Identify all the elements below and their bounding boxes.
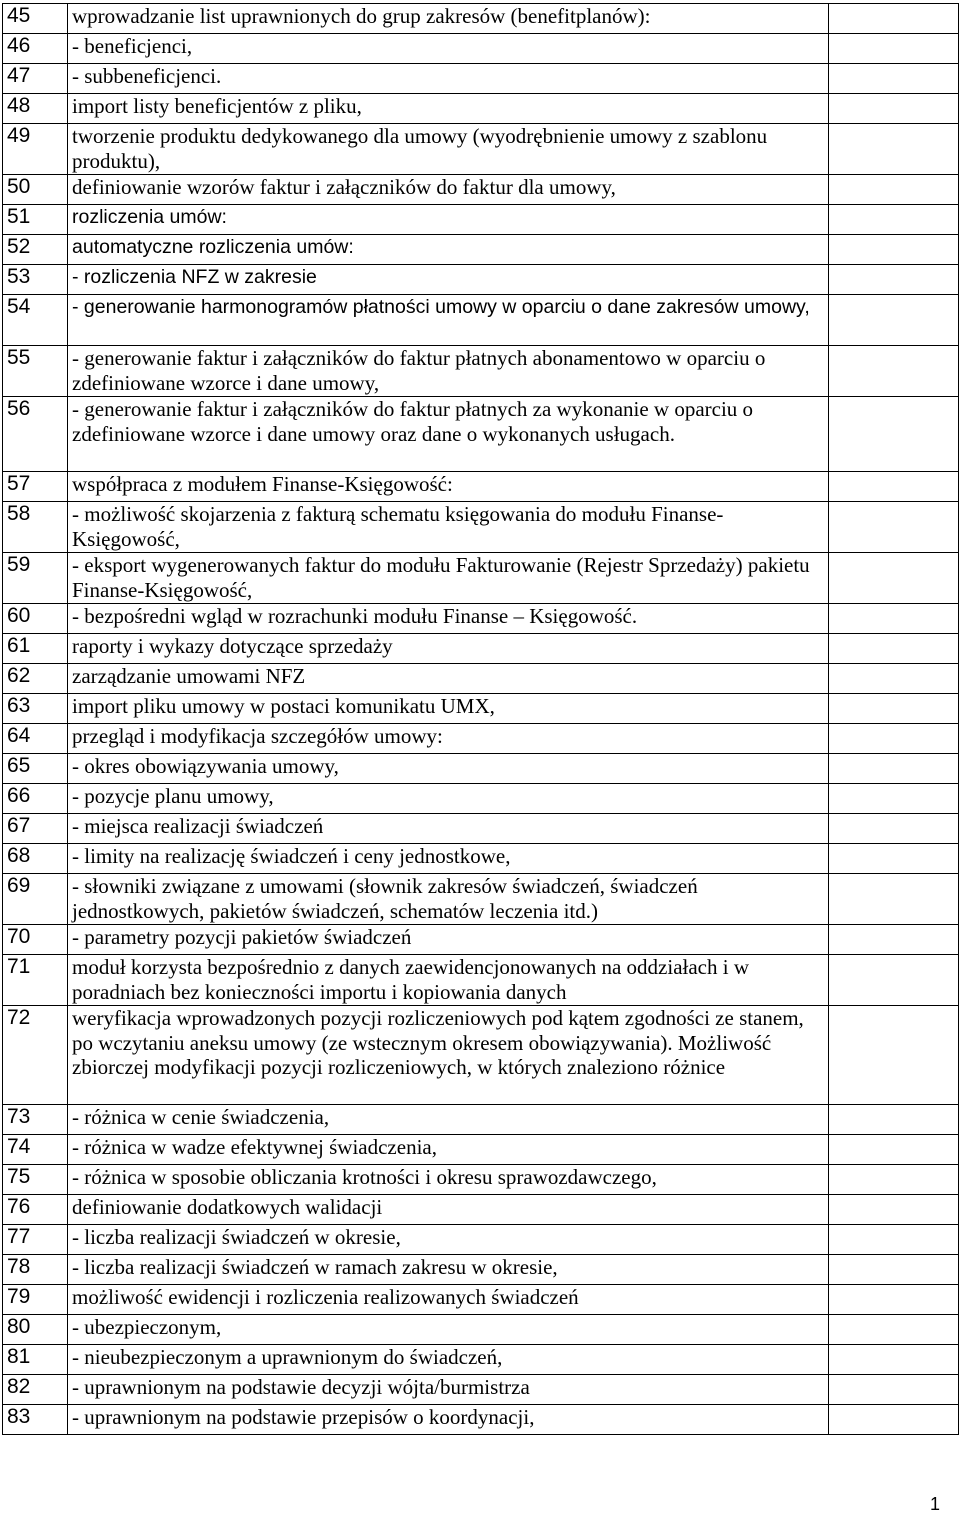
- empty-cell: [829, 1195, 959, 1225]
- table-row: [3, 604, 959, 634]
- row-number: 76: [3, 1195, 68, 1225]
- row-number: 69: [3, 874, 68, 925]
- table-row: [3, 553, 959, 604]
- row-description: definiowanie dodatkowych walidacji: [68, 1195, 829, 1225]
- table-row: [3, 1165, 959, 1195]
- table-row: [3, 955, 959, 1006]
- row-number: 70: [3, 925, 68, 955]
- row-number: 53: [3, 265, 68, 295]
- empty-cell: [829, 1345, 959, 1375]
- row-number: 58: [3, 502, 68, 553]
- empty-cell: [829, 814, 959, 844]
- row-description: - pozycje planu umowy,: [68, 784, 829, 814]
- row-number: 77: [3, 1225, 68, 1255]
- table-row: [3, 64, 959, 94]
- table-row: [3, 472, 959, 502]
- row-number: 71: [3, 955, 68, 1006]
- row-description: wprowadzanie list uprawnionych do grup zakresów (benefitplanów):: [68, 4, 829, 34]
- row-description: raporty i wykazy dotyczące sprzedaży: [68, 634, 829, 664]
- row-description: weryfikacja wprowadzonych pozycji rozliczeniowych pod kątem zgodności ze stanem, po wczytaniu aneksu umowy (ze wstecznym okresem obowiązywania). Możliwość zbiorczej modyfikacji pozycji rozliczeniowych, w których znaleziono różnice: [68, 1006, 829, 1105]
- row-number: 68: [3, 844, 68, 874]
- empty-cell: [829, 1165, 959, 1195]
- empty-cell: [829, 664, 959, 694]
- empty-cell: [829, 604, 959, 634]
- empty-cell: [829, 4, 959, 34]
- row-number: 74: [3, 1135, 68, 1165]
- table-row: [3, 1225, 959, 1255]
- empty-cell: [829, 925, 959, 955]
- row-description: zarządzanie umowami NFZ: [68, 664, 829, 694]
- row-number: 72: [3, 1006, 68, 1105]
- row-description: możliwość ewidencji i rozliczenia realizowanych świadczeń: [68, 1285, 829, 1315]
- table-row: [3, 94, 959, 124]
- row-description: - okres obowiązywania umowy,: [68, 754, 829, 784]
- empty-cell: [829, 1255, 959, 1285]
- table-row: [3, 175, 959, 205]
- table-row: [3, 265, 959, 295]
- row-number: 54: [3, 295, 68, 346]
- row-number: 83: [3, 1405, 68, 1435]
- empty-cell: [829, 235, 959, 265]
- row-description: - ubezpieczonym,: [68, 1315, 829, 1345]
- empty-cell: [829, 553, 959, 604]
- empty-cell: [829, 1225, 959, 1255]
- row-number: 57: [3, 472, 68, 502]
- row-description: - parametry pozycji pakietów świadczeń: [68, 925, 829, 955]
- row-number: 80: [3, 1315, 68, 1345]
- empty-cell: [829, 34, 959, 64]
- row-description: - uprawnionym na podstawie przepisów o koordynacji,: [68, 1405, 829, 1435]
- row-description: definiowanie wzorów faktur i załączników do faktur dla umowy,: [68, 175, 829, 205]
- row-number: 47: [3, 64, 68, 94]
- empty-cell: [829, 295, 959, 346]
- row-number: 73: [3, 1105, 68, 1135]
- row-description: - subbeneficjenci.: [68, 64, 829, 94]
- table-row: [3, 1315, 959, 1345]
- table-row: [3, 724, 959, 754]
- table-row: [3, 124, 959, 175]
- row-number: 46: [3, 34, 68, 64]
- empty-cell: [829, 64, 959, 94]
- row-description: - bezpośredni wgląd w rozrachunki modułu Finanse – Księgowość.: [68, 604, 829, 634]
- row-description: - generowanie faktur i załączników do faktur płatnych za wykonanie w oparciu o zdefiniowane wzorce i dane umowy oraz dane o wykonanych usługach.: [68, 397, 829, 472]
- row-number: 81: [3, 1345, 68, 1375]
- table-row: [3, 502, 959, 553]
- empty-cell: [829, 1135, 959, 1165]
- empty-cell: [829, 784, 959, 814]
- empty-cell: [829, 634, 959, 664]
- table-row: [3, 874, 959, 925]
- row-number: 79: [3, 1285, 68, 1315]
- empty-cell: [829, 844, 959, 874]
- row-number: 62: [3, 664, 68, 694]
- table-row: [3, 1105, 959, 1135]
- row-number: 75: [3, 1165, 68, 1195]
- empty-cell: [829, 1105, 959, 1135]
- row-description: - uprawnionym na podstawie decyzji wójta/burmistrza: [68, 1375, 829, 1405]
- row-description: tworzenie produktu dedykowanego dla umowy (wyodrębnienie umowy z szablonu produktu),: [68, 124, 829, 175]
- empty-cell: [829, 175, 959, 205]
- table-row: [3, 1255, 959, 1285]
- row-description: automatyczne rozliczenia umów:: [68, 235, 829, 265]
- empty-cell: [829, 955, 959, 1006]
- row-number: 56: [3, 397, 68, 472]
- row-description: przegląd i modyfikacja szczegółów umowy:: [68, 724, 829, 754]
- empty-cell: [829, 1405, 959, 1435]
- row-description: - generowanie faktur i załączników do faktur płatnych abonamentowo w oparciu o zdefiniowane wzorce i dane umowy,: [68, 346, 829, 397]
- empty-cell: [829, 346, 959, 397]
- row-description: import pliku umowy w postaci komunikatu UMX,: [68, 694, 829, 724]
- table-row: [3, 814, 959, 844]
- empty-cell: [829, 754, 959, 784]
- table-row: [3, 1285, 959, 1315]
- row-number: 65: [3, 754, 68, 784]
- row-description: - różnica w cenie świadczenia,: [68, 1105, 829, 1135]
- row-description: - limity na realizację świadczeń i ceny jednostkowe,: [68, 844, 829, 874]
- table-row: [3, 1195, 959, 1225]
- row-description: - słowniki związane z umowami (słownik zakresów świadczeń, świadczeń jednostkowych, pakietów świadczeń, schematów leczenia itd.): [68, 874, 829, 925]
- table-row: [3, 1375, 959, 1405]
- row-number: 59: [3, 553, 68, 604]
- table-row: [3, 925, 959, 955]
- row-description: - nieubezpieczonym a uprawnionym do świadczeń,: [68, 1345, 829, 1375]
- empty-cell: [829, 1375, 959, 1405]
- row-description: - beneficjenci,: [68, 34, 829, 64]
- row-description: - możliwość skojarzenia z fakturą schematu księgowania do modułu Finanse-Księgowość,: [68, 502, 829, 553]
- empty-cell: [829, 94, 959, 124]
- table-row: [3, 1006, 959, 1105]
- table-row: [3, 694, 959, 724]
- row-number: 50: [3, 175, 68, 205]
- table-row: [3, 784, 959, 814]
- empty-cell: [829, 1315, 959, 1345]
- row-number: 45: [3, 4, 68, 34]
- empty-cell: [829, 124, 959, 175]
- row-number: 64: [3, 724, 68, 754]
- table-row: [3, 295, 959, 346]
- empty-cell: [829, 265, 959, 295]
- empty-cell: [829, 694, 959, 724]
- empty-cell: [829, 1285, 959, 1315]
- table-row: [3, 34, 959, 64]
- table-row: [3, 397, 959, 472]
- empty-cell: [829, 724, 959, 754]
- row-description: rozliczenia umów:: [68, 205, 829, 235]
- table-row: [3, 235, 959, 265]
- empty-cell: [829, 397, 959, 472]
- row-number: 55: [3, 346, 68, 397]
- row-description: - eksport wygenerowanych faktur do modułu Fakturowanie (Rejestr Sprzedaży) pakietu Finanse-Księgowość,: [68, 553, 829, 604]
- row-description: - różnica w wadze efektywnej świadczenia,: [68, 1135, 829, 1165]
- table-row: [3, 844, 959, 874]
- requirements-table: [2, 3, 959, 1435]
- page-number: 1: [929, 1494, 940, 1514]
- table-row: [3, 205, 959, 235]
- table-row: [3, 1345, 959, 1375]
- empty-cell: [829, 874, 959, 925]
- table-row: [3, 664, 959, 694]
- row-description: - różnica w sposobie obliczania krotności i okresu sprawozdawczego,: [68, 1165, 829, 1195]
- row-description: - liczba realizacji świadczeń w okresie,: [68, 1225, 829, 1255]
- empty-cell: [829, 1006, 959, 1105]
- table-row: [3, 754, 959, 784]
- row-description: moduł korzysta bezpośrednio z danych zaewidencjonowanych na oddziałach i w poradniach bez konieczności importu i kopiowania danych: [68, 955, 829, 1006]
- table-row: [3, 1405, 959, 1435]
- row-description: współpraca z modułem Finanse-Księgowość:: [68, 472, 829, 502]
- row-number: 49: [3, 124, 68, 175]
- row-number: 78: [3, 1255, 68, 1285]
- table-row: [3, 634, 959, 664]
- row-description: - miejsca realizacji świadczeń: [68, 814, 829, 844]
- row-number: 67: [3, 814, 68, 844]
- row-number: 52: [3, 235, 68, 265]
- row-number: 63: [3, 694, 68, 724]
- row-number: 51: [3, 205, 68, 235]
- row-description: - generowanie harmonogramów płatności umowy w oparciu o dane zakresów umowy,: [68, 295, 829, 346]
- table-row: [3, 346, 959, 397]
- row-number: 66: [3, 784, 68, 814]
- table-row: [3, 4, 959, 34]
- empty-cell: [829, 472, 959, 502]
- row-number: 48: [3, 94, 68, 124]
- row-number: 60: [3, 604, 68, 634]
- row-description: - rozliczenia NFZ w zakresie: [68, 265, 829, 295]
- table-row: [3, 1135, 959, 1165]
- row-description: - liczba realizacji świadczeń w ramach zakresu w okresie,: [68, 1255, 829, 1285]
- row-number: 82: [3, 1375, 68, 1405]
- empty-cell: [829, 205, 959, 235]
- row-description: import listy beneficjentów z pliku,: [68, 94, 829, 124]
- row-number: 61: [3, 634, 68, 664]
- empty-cell: [829, 502, 959, 553]
